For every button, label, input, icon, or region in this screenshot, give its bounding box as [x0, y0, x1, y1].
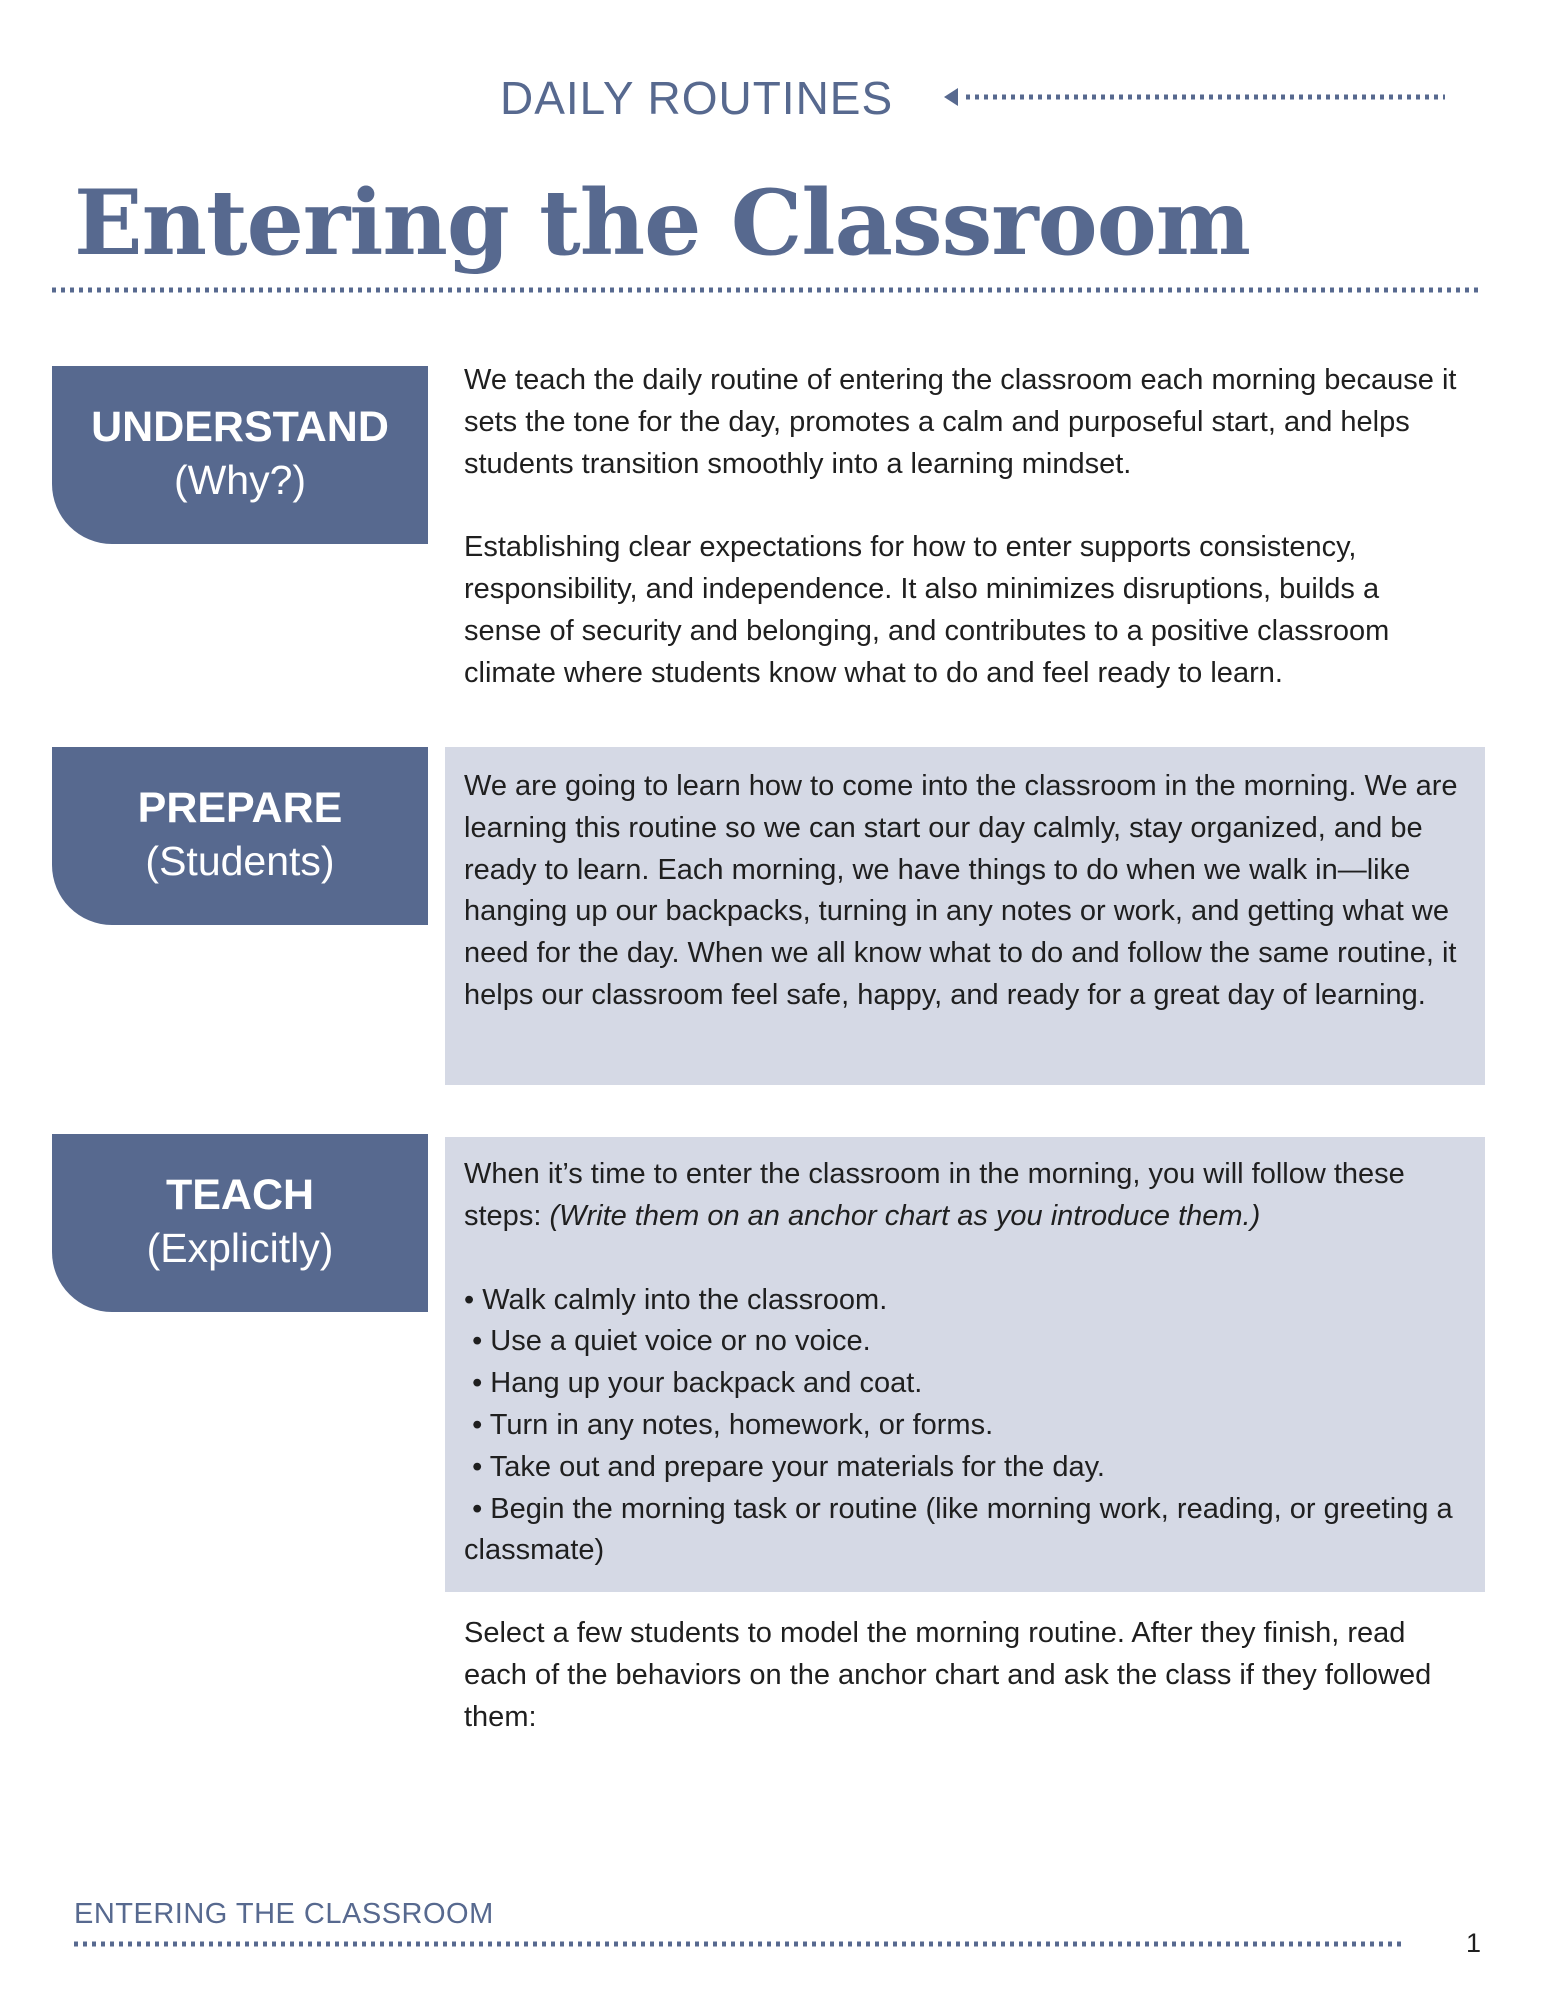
understand-tab — [52, 366, 428, 544]
understand-body — [464, 360, 1464, 695]
prepare-tab — [52, 747, 428, 925]
understand-label: UNDERSTAND — [91, 403, 389, 451]
teach-tab — [52, 1134, 428, 1312]
footer-label: ENTERING THE CLASSROOM — [74, 1898, 494, 1930]
teach-intro — [464, 1154, 1464, 1238]
list-item: • Use a quiet voice or no voice. — [464, 1325, 871, 1358]
page-number: 1 — [1466, 1928, 1482, 1958]
list-item: • Hang up your backpack and coat. — [464, 1367, 923, 1400]
teach-sublabel: (Explicitly) — [146, 1225, 334, 1271]
teach-intro-text: When it’s time to enter the classroom in the morning, you will follow these steps: — [464, 1158, 1405, 1232]
prepare-panel — [445, 747, 1485, 1085]
title-dotted-divider — [52, 286, 1482, 294]
prepare-script: We are going to learn how to come into the classroom in the morning. We are learning this routine so we can start our day calmly, stay organized, and be ready to learn. Each morning, we have things to do when we walk in—like hanging up our backpacks, turning in any notes or work, and getting what we need for the day. When we all know what to do and follow the same routine, it helps our classroom feel safe, happy, and ready for a great day of learning. — [464, 770, 1458, 1011]
teach-followup: Select a few students to model the morning routine. After they finish, read each of the behaviors on the anchor chart and ask the class if they followed them: — [464, 1617, 1432, 1733]
teach-label: TEACH — [165, 1171, 315, 1219]
list-item: • Begin the morning task or routine (like morning work, reading, or greeting a classmate) — [464, 1492, 1461, 1567]
list-item: • Walk calmly into the classroom. — [464, 1283, 888, 1316]
left-arrow-dotted-line-icon — [942, 82, 1447, 112]
understand-paragraph-2: Establishing clear expectations for how to enter supports consistency, responsibility, and independence. It also minimizes disruptions, builds a sense of security and belonging, and contributes to a positive classroom climate where students know what to do and feel ready to learn. — [464, 531, 1390, 689]
list-item: • Take out and prepare your materials for the day. — [464, 1450, 1105, 1483]
footer-dotted-divider — [74, 1940, 1406, 1948]
understand-paragraph-1: We teach the daily routine of entering the classroom each morning because it sets the tone for the day, promotes a calm and purposeful start, and helps students transition smoothly into a learning mindset. — [464, 364, 1457, 480]
list-item: • Turn in any notes, homework, or forms. — [464, 1408, 994, 1441]
teach-panel — [445, 1137, 1485, 1592]
page-title: Entering the Classroom — [74, 170, 1250, 276]
section-kicker: DAILY ROUTINES — [500, 72, 894, 124]
understand-sublabel: (Why?) — [173, 457, 307, 503]
prepare-label: PREPARE — [137, 784, 343, 832]
teach-steps-list — [464, 1280, 1464, 1573]
prepare-sublabel: (Students) — [145, 838, 335, 884]
teach-intro-note: (Write them on an anchor chart as you introduce them.) — [549, 1199, 1261, 1232]
